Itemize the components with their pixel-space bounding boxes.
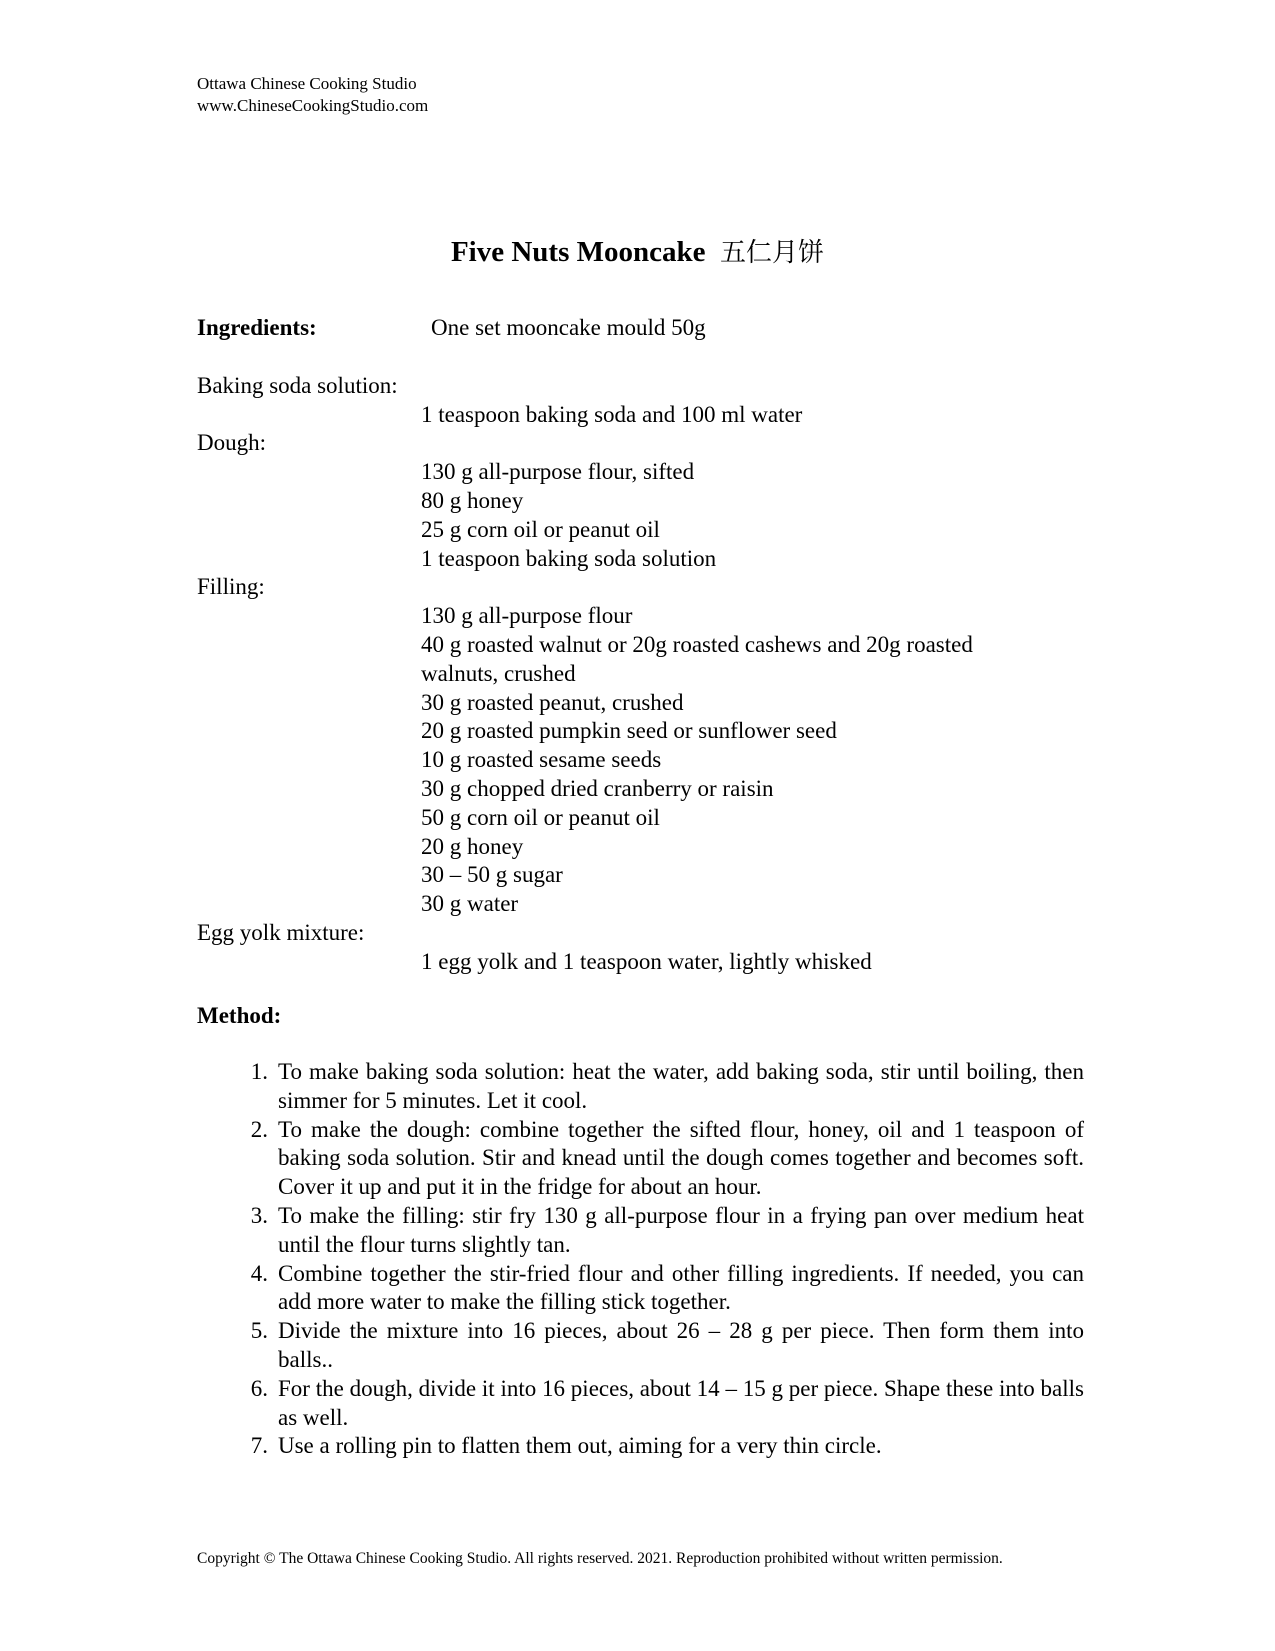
indent bbox=[197, 487, 421, 516]
ingredient-item-row bbox=[197, 861, 1051, 890]
ingredient-item-row bbox=[197, 545, 1051, 574]
indent bbox=[197, 948, 421, 977]
ingredient-item-row bbox=[197, 890, 1051, 919]
step-text: For the dough, divide it into 16 pieces, about 14 – 15 g per piece. Shape these into balls as well. bbox=[278, 1375, 1084, 1430]
ingredient-group-label: Filling: bbox=[197, 574, 265, 600]
recipe-title-en: Five Nuts Mooncake bbox=[450, 236, 706, 268]
step-number: 4. bbox=[250, 1260, 268, 1286]
step-number: 7. bbox=[250, 1433, 268, 1459]
ingredient-item-row bbox=[197, 833, 1051, 862]
step-number: 5. bbox=[250, 1318, 268, 1344]
ingredient-item: 30 g roasted peanut, crushed bbox=[421, 689, 684, 715]
indent bbox=[197, 545, 421, 574]
ingredient-group-label: Baking soda solution: bbox=[197, 372, 398, 398]
ingredient-item-row bbox=[197, 458, 1051, 487]
ingredient-item: 1 teaspoon baking soda solution bbox=[421, 545, 717, 571]
method-step bbox=[197, 1260, 1084, 1318]
recipe-title-zh: 五仁月饼 bbox=[720, 238, 825, 268]
indent bbox=[197, 689, 421, 718]
indent bbox=[197, 804, 421, 833]
ingredient-item: 40 g roasted walnut or 20g roasted cashews and 20g roasted walnuts, crushed bbox=[421, 631, 973, 686]
indent bbox=[197, 775, 421, 804]
ingredient-item-row bbox=[197, 602, 1051, 631]
ingredient-item: 1 teaspoon baking soda and 100 ml water bbox=[421, 401, 803, 427]
ingredient-group-label: Egg yolk mixture: bbox=[197, 919, 365, 945]
studio-name: Ottawa Chinese Cooking Studio bbox=[197, 74, 417, 93]
ingredient-item-row bbox=[197, 804, 1051, 833]
indent bbox=[197, 861, 421, 890]
ingredient-item-row bbox=[197, 717, 1051, 746]
indent bbox=[197, 602, 421, 631]
step-number: 1. bbox=[250, 1059, 268, 1084]
ingredient-group-label: Dough: bbox=[197, 430, 266, 456]
step-text: To make the dough: combine together the sifted flour, honey, oil and 1 teaspoon of baking soda solution. Stir and knead until the dough comes together and becomes soft. Cover it up and put it in the fridge for about an hour. bbox=[278, 1116, 1084, 1200]
ingredient-item: 25 g corn oil or peanut oil bbox=[421, 516, 660, 542]
step-text: To make baking soda solution: heat the water, add baking soda, stir until boiling, then simmer for 5 minutes. Let it cool. bbox=[278, 1059, 1084, 1113]
ingredient-item: 50 g corn oil or peanut oil bbox=[421, 804, 660, 830]
indent bbox=[197, 833, 421, 862]
method-step bbox=[197, 1202, 1084, 1260]
indent bbox=[197, 717, 421, 746]
ingredients-section bbox=[197, 314, 1051, 977]
ingredient-item: 30 g chopped dried cranberry or raisin bbox=[421, 775, 774, 801]
ingredient-item: 10 g roasted sesame seeds bbox=[421, 747, 662, 773]
step-text: Use a rolling pin to flatten them out, aiming for a very thin circle. bbox=[278, 1433, 882, 1459]
ingredient-item-row bbox=[197, 516, 1051, 545]
ingredient-item: 80 g honey bbox=[421, 487, 524, 513]
ingredient-item: 30 g water bbox=[421, 891, 519, 917]
ingredients-heading: Ingredients: bbox=[197, 315, 317, 340]
ingredient-item: 130 g all-purpose flour, sifted bbox=[421, 459, 695, 485]
indent bbox=[197, 458, 421, 487]
studio-website: www.ChineseCookingStudio.com bbox=[197, 96, 429, 115]
ingredient-item: 20 g honey bbox=[421, 833, 524, 859]
ingredient-group-row bbox=[197, 919, 1051, 948]
ingredient-item-row bbox=[197, 401, 1051, 430]
method-list bbox=[197, 1058, 1084, 1461]
spacer bbox=[197, 343, 1051, 372]
ingredient-group-row bbox=[197, 573, 1051, 602]
indent bbox=[197, 890, 421, 919]
step-text: Combine together the stir-fried flour and other filling ingredients. If needed, you can add more water to make the filling stick together. bbox=[278, 1260, 1084, 1315]
ingredient-group-row bbox=[197, 429, 1051, 458]
ingredient-item: 20 g roasted pumpkin seed or sunflower seed bbox=[421, 718, 837, 744]
recipe-title bbox=[0, 232, 1275, 269]
ingredient-item: 130 g all-purpose flour bbox=[421, 603, 633, 629]
mould-note: One set mooncake mould 50g bbox=[431, 315, 706, 340]
method-step bbox=[197, 1432, 1084, 1461]
method-step bbox=[197, 1116, 1084, 1202]
step-number: 6. bbox=[250, 1375, 268, 1401]
page-header bbox=[197, 73, 428, 117]
method-heading: Method: bbox=[197, 1003, 282, 1028]
ingredient-item-row bbox=[197, 775, 1051, 804]
method-step bbox=[197, 1375, 1084, 1433]
ingredient-item-row bbox=[197, 948, 1051, 977]
indent bbox=[197, 631, 421, 689]
ingredient-item-row bbox=[197, 631, 1051, 689]
ingredient-item-row bbox=[197, 487, 1051, 516]
step-number: 2. bbox=[250, 1116, 268, 1142]
method-step bbox=[197, 1317, 1084, 1375]
step-text: Divide the mixture into 16 pieces, about 26 – 28 g per piece. Then form them into balls.. bbox=[278, 1318, 1084, 1372]
ingredient-item: 30 – 50 g sugar bbox=[421, 862, 563, 888]
ingredient-sections bbox=[197, 372, 1051, 977]
ingredient-item-row bbox=[197, 746, 1051, 775]
ingredient-item: 1 egg yolk and 1 teaspoon water, lightly whisked bbox=[421, 948, 872, 974]
method-step bbox=[197, 1058, 1084, 1116]
ingredients-heading-row bbox=[197, 314, 1051, 343]
indent bbox=[197, 401, 421, 430]
step-text: To make the filling: stir fry 130 g all-purpose flour in a frying pan over medium heat until the flour turns slightly tan. bbox=[278, 1202, 1084, 1257]
ingredient-item-row bbox=[197, 689, 1051, 718]
copyright-footer: Copyright © The Ottawa Chinese Cooking Studio. All rights reserved. 2021. Reproduction prohibited without written permission. bbox=[197, 1550, 1003, 1567]
ingredient-group-row bbox=[197, 372, 1051, 401]
step-number: 3. bbox=[250, 1202, 268, 1228]
indent bbox=[197, 516, 421, 545]
indent bbox=[197, 746, 421, 775]
